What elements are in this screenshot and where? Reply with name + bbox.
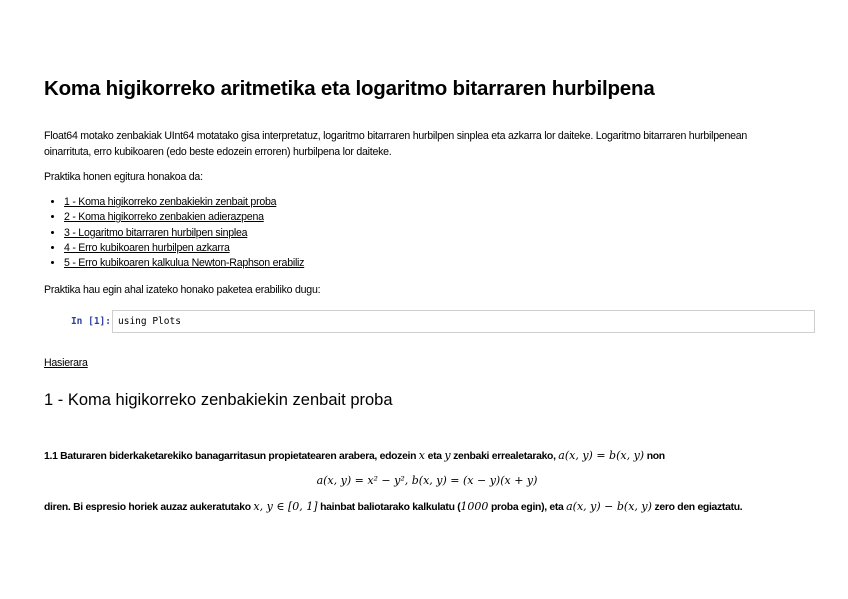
exercise-text: zero den egiaztatu. — [654, 502, 743, 513]
section-heading: 1 - Koma higikorreko zenbakiekin zenbait proba — [44, 391, 393, 409]
toc-link-5[interactable]: 5 - Erro kubikoaren kalkulua Newton-Raphson erabiliz — [64, 257, 305, 270]
code-cell — [44, 310, 810, 333]
intro-line-2: oinarrituta, erro kubikoaren (edo beste edozein erroren) hurbilpena lor daiteke. — [44, 146, 392, 158]
math-y: y — [444, 449, 451, 462]
packages-text: Praktika hau egin ahal izateko honako paketea erabiliko dugu: — [44, 284, 321, 296]
exercise-text: diren. Bi espresio horiek auzaz aukeratutako — [44, 502, 251, 513]
toc-item — [64, 210, 304, 225]
toc-item — [64, 195, 304, 210]
toc-item — [64, 256, 304, 271]
intro-line-1: Float64 motako zenbakiak UInt64 motatako gisa interpretatuz, logaritmo bitarraren hurbilpen sinplea eta azkarra lor daiteke. Logaritmo bitarraren hurbilpenean — [44, 130, 748, 142]
exercise-line-1 — [44, 449, 665, 462]
math-1000: 1000 — [460, 500, 489, 513]
page-title: Koma higikorreko aritmetika eta logaritmo bitarraren hurbilpena — [44, 77, 655, 100]
math-range: x, y ∈ [0, 1] — [253, 500, 318, 513]
toc-link-4[interactable]: 4 - Erro kubikoaren hurbilpen azkarra — [64, 241, 230, 254]
toc-link-2[interactable]: 2 - Koma higikorreko zenbakien adierazpena — [64, 211, 264, 224]
table-of-contents — [44, 195, 304, 271]
back-to-top-link[interactable]: Hasierara — [44, 357, 88, 369]
toc-item — [64, 226, 304, 241]
intro-paragraph — [44, 128, 810, 160]
math-x: x — [418, 449, 425, 462]
exercise-text: eta — [427, 451, 442, 462]
exercise-text: proba egin), eta — [490, 502, 564, 513]
exercise-text: zenbaki errealetarako, — [453, 451, 556, 462]
display-equation: a(x, y) = x² − y², b(x, y) = (x − y)(x + y) — [316, 474, 538, 487]
math-difference: a(x, y) − b(x, y) — [566, 500, 652, 513]
cell-prompt: In [1]: — [70, 316, 111, 327]
math-a-equals-b: a(x, y) = b(x, y) — [558, 449, 645, 462]
exercise-text: non — [646, 451, 665, 462]
toc-link-1[interactable]: 1 - Koma higikorreko zenbakiekin zenbait proba — [64, 196, 277, 208]
code-input[interactable]: using Plots — [112, 310, 815, 333]
structure-text: Praktika honen egitura honakoa da: — [44, 171, 203, 183]
exercise-line-2 — [44, 500, 742, 513]
exercise-text: 1.1 Baturaren biderkaketarekiko banagarritasun propietatearen arabera, edozein — [44, 451, 417, 462]
toc-item — [64, 241, 304, 256]
exercise-text: hainbat baliotarako kalkulatu ( — [320, 502, 461, 513]
toc-link-3[interactable]: 3 - Logaritmo bitarraren hurbilpen sinplea — [64, 226, 248, 239]
